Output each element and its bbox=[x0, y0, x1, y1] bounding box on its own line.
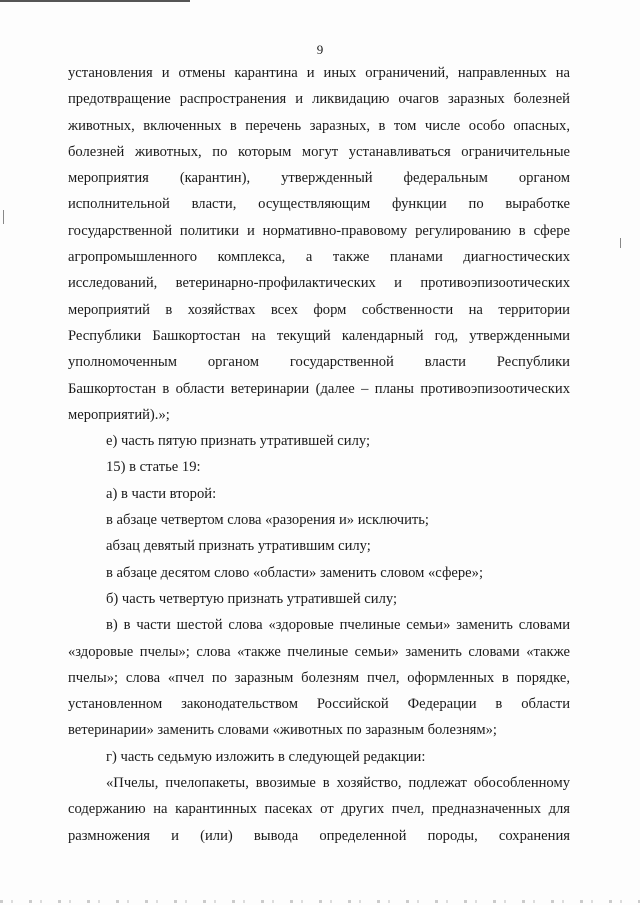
text-line: Башкортостан в области ветеринарии (далее – планы противоэпизоотических bbox=[68, 380, 570, 397]
text-line: установления и отмены карантина и иных ограничений, направленных на bbox=[68, 65, 570, 81]
text-line: уполномоченным органом государственной власти Республики bbox=[68, 354, 570, 371]
document-body bbox=[68, 60, 570, 849]
text-line: мероприятий).»; bbox=[68, 406, 170, 423]
text-line: «здоровые пчелы»; слова «также пчелиные семьи» заменить словами «также bbox=[68, 643, 570, 660]
text-line: размножения и (или) вывода определенной породы, сохранения bbox=[68, 827, 570, 844]
text-line: г) часть седьмую изложить в следующей редакции: bbox=[106, 748, 426, 765]
scan-edge-mark bbox=[620, 238, 621, 248]
text-line: абзац девятый признать утратившим силу; bbox=[106, 538, 371, 555]
text-line: болезней животных, по которым могут устанавливаться ограничительные bbox=[68, 143, 570, 160]
text-line: исполнительной власти, осуществляющим функции по выработке bbox=[68, 196, 570, 213]
text-line: установленном законодательством Российской Федерации в области bbox=[68, 696, 570, 713]
text-line: мероприятия (карантин), утвержденный федеральным органом bbox=[68, 170, 570, 187]
text-line: б) часть четвертую признать утратившей силу; bbox=[106, 590, 398, 607]
scan-bottom-noise bbox=[0, 900, 640, 903]
text-line: в абзаце четвертом слова «разорения и» исключить; bbox=[106, 512, 429, 529]
text-line: Республики Башкортостан на текущий календарный год, утвержденными bbox=[68, 327, 570, 344]
text-line: исследований, ветеринарно-профилактических и противоэпизоотических bbox=[68, 275, 570, 292]
text-line: е) часть пятую признать утратившей силу; bbox=[106, 433, 371, 450]
text-line: «Пчелы, пчелопакеты, ввозимые в хозяйство, подлежат обособленному bbox=[106, 775, 570, 792]
text-line: пчелы»; слова «пчел по заразным болезням пчел, оформленных в порядке, bbox=[68, 669, 570, 686]
text-line: в абзаце десятом слово «области» заменить словом «сфере»; bbox=[106, 564, 484, 581]
text-line: животных, включенных в перечень заразных, в том числе особо опасных, bbox=[68, 117, 570, 134]
text-line: а) в части второй: bbox=[106, 485, 217, 502]
text-line: агропромышленного комплекса, а также планами диагностических bbox=[68, 249, 570, 266]
text-line: ветеринарии» заменить словами «животных по заразным болезням»; bbox=[68, 722, 497, 739]
page-number: 9 bbox=[316, 42, 324, 57]
text-line: 15) в статье 19: bbox=[106, 459, 201, 476]
text-line: предотвращение распространения и ликвидацию очагов заразных болезней bbox=[68, 91, 570, 108]
text-line: содержанию на карантинных пасеках от других пчел, предназначенных для bbox=[68, 801, 570, 818]
scan-edge-mark bbox=[3, 210, 4, 224]
text-line: государственной политики и нормативно-правовому регулированию в сфере bbox=[68, 222, 570, 239]
scan-top-rule bbox=[0, 0, 190, 2]
text-line: мероприятий в хозяйствах всех форм собственности на территории bbox=[68, 301, 570, 318]
text-line: в) в части шестой слова «здоровые пчелиные семьи» заменить словами bbox=[106, 617, 570, 634]
